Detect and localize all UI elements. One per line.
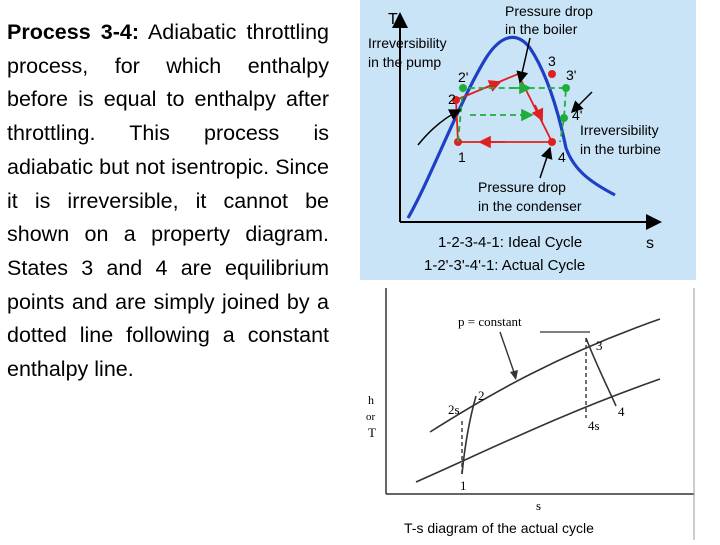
process-description: Adiabatic throttling process, for which enthalpy before is equal to enthalpy after throttling. This process is adiabatic but not isentropic. Since it is irreversible, it cannot be shown on a property diagram. States 3 and 4 are equilibrium points and are simply joined by a dotted line following a constant enthalpy line.	[7, 20, 329, 382]
axis-y-t: T	[368, 425, 376, 440]
state-4-point	[548, 138, 556, 146]
axis-x-s: s	[536, 498, 542, 513]
irreversibility-turbine-line1: Irreversibility	[580, 122, 659, 138]
label-3: 3	[596, 338, 603, 353]
label-1: 1	[460, 478, 467, 493]
ts-diagram-ideal-actual	[360, 0, 696, 280]
state-2p-point	[459, 84, 467, 92]
label-2: 2	[448, 91, 456, 107]
state-3p-point	[562, 84, 570, 92]
irreversibility-turbine-line2: in the turbine	[580, 141, 661, 157]
label-2p: 2'	[458, 69, 469, 85]
s-axis-label: s	[646, 235, 654, 252]
label-1: 1	[458, 149, 466, 165]
state-4p-point	[560, 114, 568, 122]
pressure-drop-boiler-line2: in the boiler	[505, 21, 578, 37]
axis-y-or: or	[366, 411, 376, 423]
low-pressure-line	[416, 379, 660, 482]
label-4p: 4'	[572, 107, 583, 123]
irreversibility-pump-line2: in the pump	[368, 54, 442, 70]
axis-y-h: h	[368, 393, 374, 407]
state-3-point	[548, 70, 556, 78]
label-2: 2	[478, 388, 485, 403]
label-3: 3	[548, 53, 556, 69]
pressure-drop-condenser-line2: in the condenser	[478, 198, 582, 214]
legend-ideal-cycle: 1-2-3-4-1: Ideal Cycle	[438, 234, 583, 251]
figure-caption: T-s diagram of the actual cycle	[404, 520, 594, 536]
body-text	[7, 16, 329, 387]
high-pressure-line	[430, 319, 660, 432]
label-3p: 3'	[566, 67, 577, 83]
ts-diagram-actual-cycle	[360, 284, 698, 540]
t-axis-label: T	[388, 11, 398, 28]
pressure-drop-boiler-line1: Pressure drop	[505, 3, 593, 19]
label-2s: 2s	[448, 402, 460, 417]
pressure-drop-condenser-line1: Pressure drop	[478, 179, 566, 195]
irreversibility-pump-line1: Irreversibility	[368, 35, 447, 51]
p-constant-label: p = constant	[458, 314, 522, 329]
label-4s: 4s	[588, 418, 600, 433]
label-4: 4	[558, 149, 566, 165]
label-4: 4	[618, 404, 625, 419]
process-heading: Process 3-4:	[7, 20, 140, 44]
legend-actual-cycle: 1-2'-3'-4'-1: Actual Cycle	[424, 257, 586, 274]
